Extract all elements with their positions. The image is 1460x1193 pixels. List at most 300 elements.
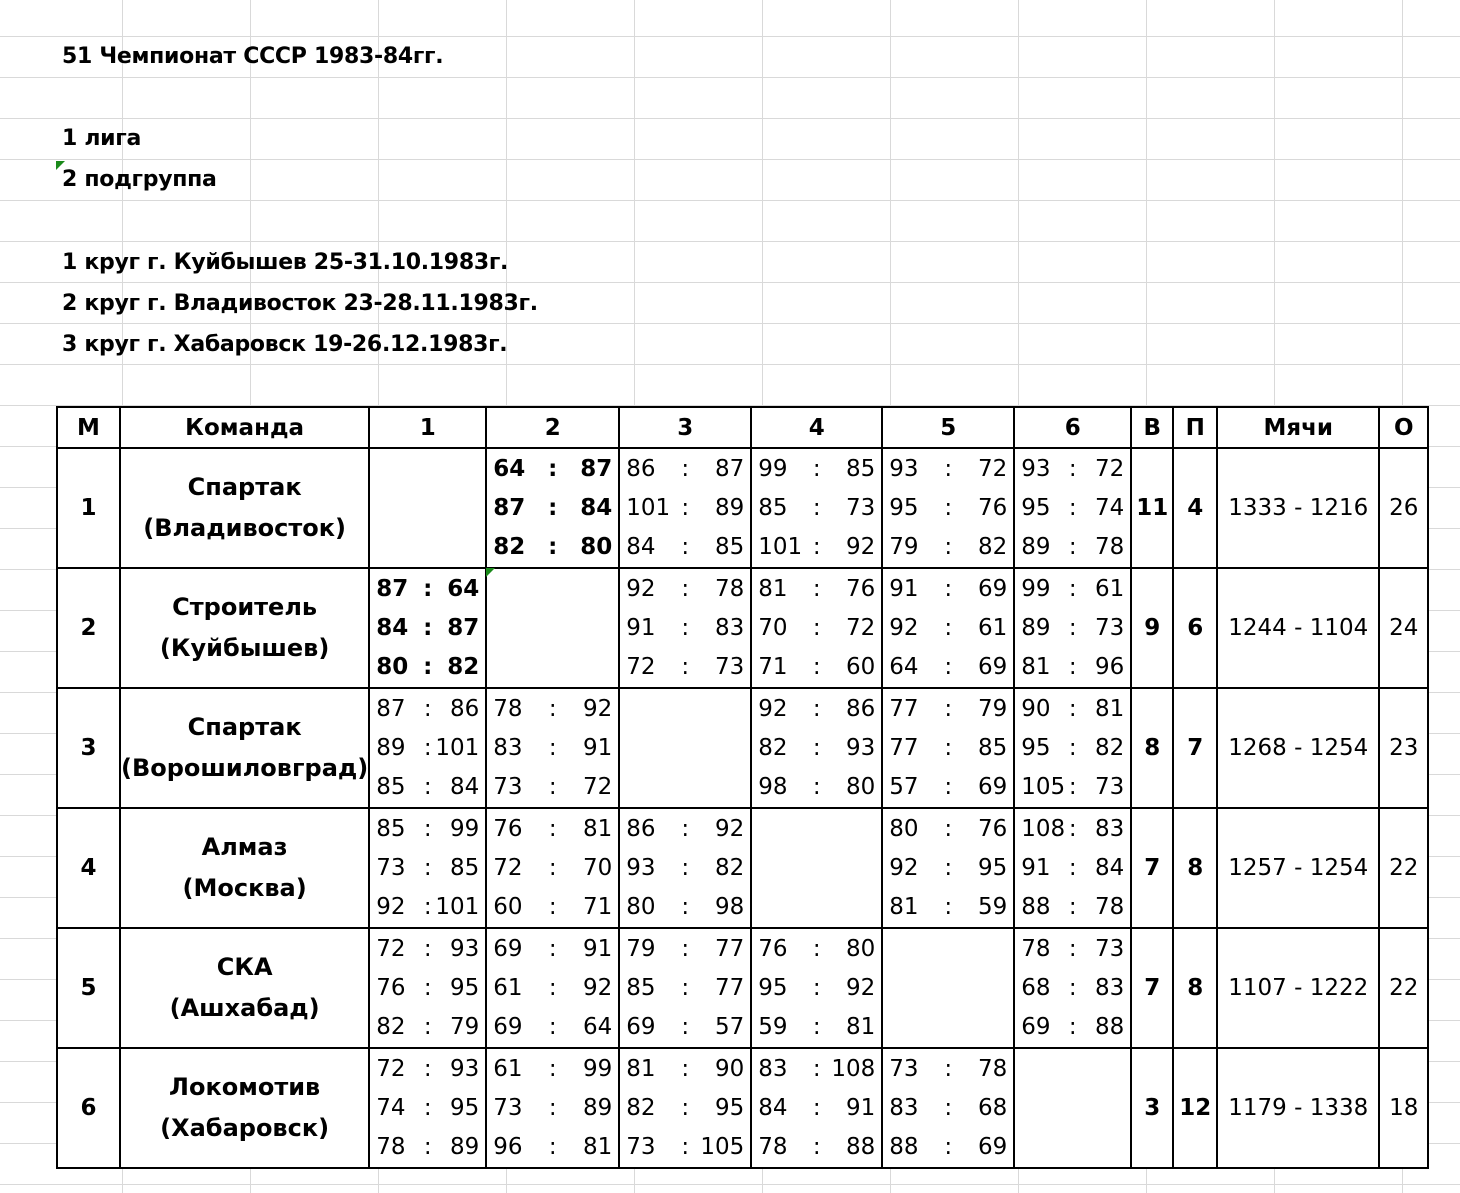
score-away: 78 — [1094, 534, 1125, 561]
score-separator: : — [944, 695, 953, 722]
score-separator: : — [548, 894, 557, 921]
score-home: 95 — [1021, 494, 1051, 521]
game-score — [883, 449, 1013, 488]
score-cell[interactable] — [369, 808, 486, 928]
score-away: 60 — [845, 654, 876, 681]
team-name: Спартак — [187, 713, 302, 741]
losses-cell[interactable]: 12 — [1173, 1048, 1217, 1168]
score-cell[interactable] — [751, 928, 882, 1048]
team-cell[interactable] — [120, 1048, 369, 1168]
score-away: 72 — [977, 455, 1008, 482]
game-score — [752, 1049, 881, 1088]
score-separator: : — [681, 614, 690, 641]
score-home: 89 — [1021, 614, 1051, 641]
game-score — [620, 648, 750, 687]
team-city: (Москва) — [182, 874, 307, 902]
game-score — [620, 809, 750, 848]
points-cell[interactable]: 22 — [1379, 808, 1428, 928]
score-home: 78 — [758, 1134, 788, 1161]
empty-diagonal-cell[interactable] — [1014, 1048, 1131, 1168]
score-home: 81 — [626, 1055, 656, 1082]
score-cell[interactable] — [369, 928, 486, 1048]
score-separator: : — [548, 1134, 557, 1161]
score-home: 69 — [493, 1014, 523, 1041]
score-home: 93 — [889, 455, 919, 482]
score-home: 61 — [493, 1055, 523, 1082]
score-home: 93 — [1021, 455, 1051, 482]
game-score — [752, 768, 881, 807]
score-home: 64 — [493, 455, 526, 482]
score-away: 91 — [582, 734, 613, 761]
score-home: 72 — [493, 854, 523, 881]
score-home: 90 — [1021, 695, 1051, 722]
score-separator: : — [944, 534, 953, 561]
game-score — [370, 1128, 485, 1167]
score-away: 69 — [977, 774, 1008, 801]
score-home: 84 — [376, 614, 409, 641]
score-separator: : — [1068, 854, 1077, 881]
score-separator: : — [944, 815, 953, 842]
losses-cell[interactable]: 8 — [1173, 928, 1217, 1048]
points-cell[interactable]: 23 — [1379, 688, 1428, 808]
game-score — [883, 1049, 1013, 1088]
game-score — [620, 449, 750, 488]
game-score — [1015, 809, 1130, 848]
balls-cell[interactable] — [1217, 808, 1379, 928]
score-away: 82 — [977, 534, 1008, 561]
score-away: 72 — [845, 614, 876, 641]
game-score — [620, 608, 750, 647]
game-score — [752, 1128, 881, 1167]
score-separator: : — [1068, 894, 1077, 921]
balls-cell[interactable] — [1217, 688, 1379, 808]
score-away: 82 — [1094, 734, 1125, 761]
game-score — [1015, 968, 1130, 1007]
points-cell[interactable]: 24 — [1379, 568, 1428, 688]
place-cell[interactable]: 6 — [57, 1048, 120, 1168]
score-separator: : — [681, 534, 690, 561]
score-cell[interactable] — [486, 688, 619, 808]
game-score — [1015, 689, 1130, 728]
score-separator: : — [1068, 654, 1077, 681]
game-score — [883, 809, 1013, 848]
score-home: 85 — [758, 494, 788, 521]
score-separator: : — [812, 534, 821, 561]
game-score — [370, 608, 485, 647]
score-home: 60 — [493, 894, 523, 921]
game-score — [883, 488, 1013, 527]
score-separator: : — [1068, 974, 1077, 1001]
score-home: 70 — [758, 614, 788, 641]
score-away: 73 — [845, 494, 876, 521]
score-separator: : — [944, 1055, 953, 1082]
score-separator: : — [423, 1055, 432, 1082]
score-separator: : — [1068, 534, 1077, 561]
score-separator: : — [548, 935, 557, 962]
team-cell[interactable] — [120, 568, 369, 688]
game-score — [370, 728, 485, 767]
balls-cell[interactable] — [1217, 448, 1379, 568]
score-home: 76 — [758, 935, 788, 962]
wins-cell[interactable]: 9 — [1131, 568, 1173, 688]
score-cell[interactable] — [486, 448, 619, 568]
score-away: 108 — [831, 1055, 876, 1082]
score-away: 71 — [582, 894, 613, 921]
score-separator: : — [944, 1094, 953, 1121]
col-losses: П — [1173, 407, 1217, 448]
score-separator: : — [1068, 494, 1077, 521]
score-home: 89 — [1021, 534, 1051, 561]
score-away: 69 — [977, 575, 1008, 602]
team-city: (Ворошиловград) — [121, 754, 369, 782]
score-home: 78 — [376, 1134, 406, 1161]
score-separator: : — [812, 1094, 821, 1121]
score-cell[interactable] — [619, 928, 751, 1048]
wins-cell[interactable]: 8 — [1131, 688, 1173, 808]
game-score — [752, 528, 881, 567]
score-cell[interactable] — [882, 808, 1014, 928]
game-score — [620, 888, 750, 927]
header-row — [57, 407, 1428, 448]
table-row — [57, 688, 1428, 808]
losses-cell[interactable]: 6 — [1173, 568, 1217, 688]
game-score — [883, 648, 1013, 687]
empty-diagonal-cell[interactable] — [486, 568, 619, 688]
score-home: 73 — [889, 1055, 919, 1082]
game-score — [752, 689, 881, 728]
score-cell[interactable] — [751, 1048, 882, 1168]
score-home: 92 — [376, 894, 406, 921]
score-separator: : — [812, 1055, 821, 1082]
col-wins: В — [1131, 407, 1173, 448]
game-score — [1015, 449, 1130, 488]
score-away: 73 — [1094, 614, 1125, 641]
score-separator: : — [423, 774, 432, 801]
score-home: 87 — [493, 494, 526, 521]
score-cell[interactable] — [882, 568, 1014, 688]
score-home: 89 — [376, 734, 406, 761]
game-score — [752, 449, 881, 488]
team-city: (Хабаровск) — [160, 1114, 330, 1142]
balls-for: 1179 — [1228, 1095, 1287, 1121]
score-away: 92 — [845, 974, 876, 1001]
balls-cell[interactable] — [1217, 568, 1379, 688]
score-away: 72 — [582, 774, 613, 801]
score-away: 85 — [845, 455, 876, 482]
score-away: 68 — [977, 1094, 1008, 1121]
points-cell[interactable]: 22 — [1379, 928, 1428, 1048]
score-away: 83 — [1094, 974, 1125, 1001]
place-cell[interactable]: 5 — [57, 928, 120, 1048]
table-row — [57, 1048, 1428, 1168]
score-cell[interactable] — [486, 928, 619, 1048]
game-score — [620, 569, 750, 608]
score-home: 91 — [889, 575, 919, 602]
score-away: 87 — [447, 614, 480, 641]
game-score — [370, 569, 485, 608]
score-away: 91 — [845, 1094, 876, 1121]
score-away: 64 — [582, 1014, 613, 1041]
score-away: 92 — [845, 534, 876, 561]
game-score — [752, 968, 881, 1007]
score-separator: : — [681, 815, 690, 842]
score-away: 95 — [977, 854, 1008, 881]
score-home: 86 — [626, 455, 656, 482]
cell-comment-marker — [486, 568, 495, 577]
empty-diagonal-cell[interactable] — [619, 688, 751, 808]
place-cell[interactable]: 4 — [57, 808, 120, 928]
score-home: 92 — [758, 695, 788, 722]
score-away: 88 — [1094, 1014, 1125, 1041]
balls-against: 1222 — [1309, 975, 1369, 1001]
score-away: 101 — [435, 894, 480, 921]
score-away: 93 — [449, 1055, 480, 1082]
score-away: 81 — [1094, 695, 1125, 722]
score-home: 93 — [626, 854, 656, 881]
team-city: (Владивосток) — [143, 514, 347, 542]
score-home: 69 — [493, 935, 523, 962]
score-home: 72 — [626, 654, 656, 681]
score-home: 95 — [1021, 734, 1051, 761]
game-score — [752, 608, 881, 647]
losses-cell[interactable]: 8 — [1173, 808, 1217, 928]
game-score — [370, 1049, 485, 1088]
score-away: 83 — [1094, 815, 1125, 842]
team-city: (Ашхабад) — [169, 994, 320, 1022]
score-cell[interactable] — [1014, 568, 1131, 688]
score-home: 83 — [889, 1094, 919, 1121]
team-cell[interactable] — [120, 448, 369, 568]
score-separator: : — [548, 815, 557, 842]
score-separator: : — [681, 575, 690, 602]
score-cell[interactable] — [1014, 688, 1131, 808]
score-away: 59 — [977, 894, 1008, 921]
score-away: 91 — [582, 935, 613, 962]
game-score — [883, 689, 1013, 728]
game-score — [752, 1088, 881, 1127]
score-cell[interactable] — [619, 808, 751, 928]
score-cell[interactable] — [882, 688, 1014, 808]
game-score — [620, 848, 750, 887]
game-score — [883, 528, 1013, 567]
score-separator: : — [812, 575, 821, 602]
score-away: 95 — [449, 1094, 480, 1121]
game-score — [1015, 888, 1130, 927]
empty-diagonal-cell[interactable] — [369, 448, 486, 568]
score-home: 82 — [758, 734, 788, 761]
score-home: 81 — [758, 575, 788, 602]
balls-cell[interactable] — [1217, 1048, 1379, 1168]
game-score — [883, 1088, 1013, 1127]
score-away: 92 — [582, 695, 613, 722]
game-score — [370, 648, 485, 687]
score-home: 73 — [493, 1094, 523, 1121]
game-score — [487, 528, 618, 567]
score-separator: : — [548, 455, 558, 482]
score-cell[interactable] — [486, 808, 619, 928]
score-cell[interactable] — [1014, 448, 1131, 568]
balls-separator: - — [1286, 495, 1310, 521]
team-cell[interactable] — [120, 808, 369, 928]
score-home: 68 — [1021, 974, 1051, 1001]
empty-diagonal-cell[interactable] — [751, 808, 882, 928]
score-separator: : — [944, 614, 953, 641]
score-home: 76 — [493, 815, 523, 842]
wins-cell[interactable]: 7 — [1131, 928, 1173, 1048]
game-score — [487, 1128, 618, 1167]
balls-for: 1268 — [1228, 735, 1287, 761]
score-away: 85 — [714, 534, 745, 561]
game-score — [1015, 488, 1130, 527]
score-cell[interactable] — [486, 1048, 619, 1168]
score-home: 108 — [1021, 815, 1066, 842]
score-separator: : — [1068, 774, 1077, 801]
score-separator: : — [812, 935, 821, 962]
game-score — [620, 1088, 750, 1127]
score-separator: : — [1068, 575, 1077, 602]
score-away: 73 — [1094, 774, 1125, 801]
score-separator: : — [944, 575, 953, 602]
wins-cell[interactable]: 11 — [1131, 448, 1173, 568]
game-score — [1015, 608, 1130, 647]
score-cell[interactable] — [369, 1048, 486, 1168]
score-away: 99 — [582, 1055, 613, 1082]
score-separator: : — [548, 1055, 557, 1082]
score-separator: : — [548, 695, 557, 722]
score-cell[interactable] — [619, 1048, 751, 1168]
score-away: 98 — [714, 894, 745, 921]
score-away: 87 — [580, 455, 613, 482]
team-cell[interactable] — [120, 688, 369, 808]
score-cell[interactable] — [751, 688, 882, 808]
score-separator: : — [1068, 734, 1077, 761]
score-separator: : — [548, 1094, 557, 1121]
score-cell[interactable] — [369, 568, 486, 688]
game-score — [620, 528, 750, 567]
score-away: 57 — [714, 1014, 745, 1041]
score-separator: : — [681, 1055, 690, 1082]
table-row — [57, 568, 1428, 688]
score-away: 83 — [714, 614, 745, 641]
score-separator: : — [944, 854, 953, 881]
game-score — [370, 888, 485, 927]
title: 51 Чемпионат СССР 1983-84гг. — [62, 44, 444, 69]
score-away: 77 — [714, 974, 745, 1001]
game-score — [487, 809, 618, 848]
score-away: 99 — [449, 815, 480, 842]
balls-against: 1216 — [1309, 495, 1369, 521]
score-away: 77 — [714, 935, 745, 962]
game-score — [487, 848, 618, 887]
place-cell[interactable]: 2 — [57, 568, 120, 688]
score-away: 70 — [582, 854, 613, 881]
game-score — [883, 728, 1013, 767]
score-home: 101 — [758, 534, 803, 561]
game-score — [487, 689, 618, 728]
team-city: (Куйбышев) — [159, 634, 330, 662]
score-cell[interactable] — [751, 448, 882, 568]
score-separator: : — [681, 974, 690, 1001]
score-away: 64 — [447, 575, 480, 602]
score-home: 105 — [1021, 774, 1066, 801]
score-cell[interactable] — [619, 448, 751, 568]
score-away: 76 — [977, 494, 1008, 521]
score-separator: : — [1068, 935, 1077, 962]
game-score — [370, 848, 485, 887]
score-home: 72 — [376, 1055, 406, 1082]
score-home: 57 — [889, 774, 919, 801]
score-away: 72 — [1094, 455, 1125, 482]
score-separator: : — [548, 854, 557, 881]
wins-cell[interactable]: 7 — [1131, 808, 1173, 928]
score-home: 82 — [493, 534, 526, 561]
score-away: 89 — [449, 1134, 480, 1161]
points-cell[interactable]: 26 — [1379, 448, 1428, 568]
points-cell[interactable]: 18 — [1379, 1048, 1428, 1168]
game-score — [487, 1088, 618, 1127]
place-cell[interactable]: 3 — [57, 688, 120, 808]
score-separator: : — [548, 974, 557, 1001]
score-home: 73 — [376, 854, 406, 881]
score-away: 69 — [977, 654, 1008, 681]
losses-cell[interactable]: 7 — [1173, 688, 1217, 808]
wins-cell[interactable]: 3 — [1131, 1048, 1173, 1168]
score-cell[interactable] — [751, 568, 882, 688]
score-away: 82 — [714, 854, 745, 881]
score-away: 81 — [582, 1134, 613, 1161]
score-home: 88 — [1021, 894, 1051, 921]
score-away: 73 — [714, 654, 745, 681]
game-score — [370, 768, 485, 807]
losses-cell[interactable]: 4 — [1173, 448, 1217, 568]
score-away: 92 — [582, 974, 613, 1001]
score-cell[interactable] — [1014, 808, 1131, 928]
score-home: 74 — [376, 1094, 406, 1121]
team-cell[interactable] — [120, 928, 369, 1048]
game-score — [370, 689, 485, 728]
score-away: 84 — [1094, 854, 1125, 881]
empty-diagonal-cell[interactable] — [882, 928, 1014, 1048]
score-separator: : — [1068, 695, 1077, 722]
score-separator: : — [423, 695, 432, 722]
balls-cell[interactable] — [1217, 928, 1379, 1048]
score-cell[interactable] — [882, 448, 1014, 568]
game-score — [370, 1008, 485, 1047]
col-opp-3: 3 — [619, 407, 751, 448]
score-separator: : — [812, 455, 821, 482]
score-away: 78 — [714, 575, 745, 602]
score-separator: : — [423, 1094, 432, 1121]
team-name: Алмаз — [201, 833, 288, 861]
place-cell[interactable]: 1 — [57, 448, 120, 568]
game-score — [487, 888, 618, 927]
score-cell[interactable] — [619, 568, 751, 688]
score-home: 92 — [626, 575, 656, 602]
score-separator: : — [1068, 815, 1077, 842]
score-away: 93 — [449, 935, 480, 962]
score-home: 84 — [758, 1094, 788, 1121]
team-name: Локомотив — [169, 1073, 321, 1101]
score-home: 80 — [376, 654, 409, 681]
score-cell[interactable] — [882, 1048, 1014, 1168]
score-cell[interactable] — [369, 688, 486, 808]
score-home: 64 — [889, 654, 919, 681]
score-cell[interactable] — [1014, 928, 1131, 1048]
table-row — [57, 928, 1428, 1048]
score-separator: : — [548, 1014, 557, 1041]
score-away: 85 — [977, 734, 1008, 761]
balls-separator: - — [1286, 855, 1310, 881]
